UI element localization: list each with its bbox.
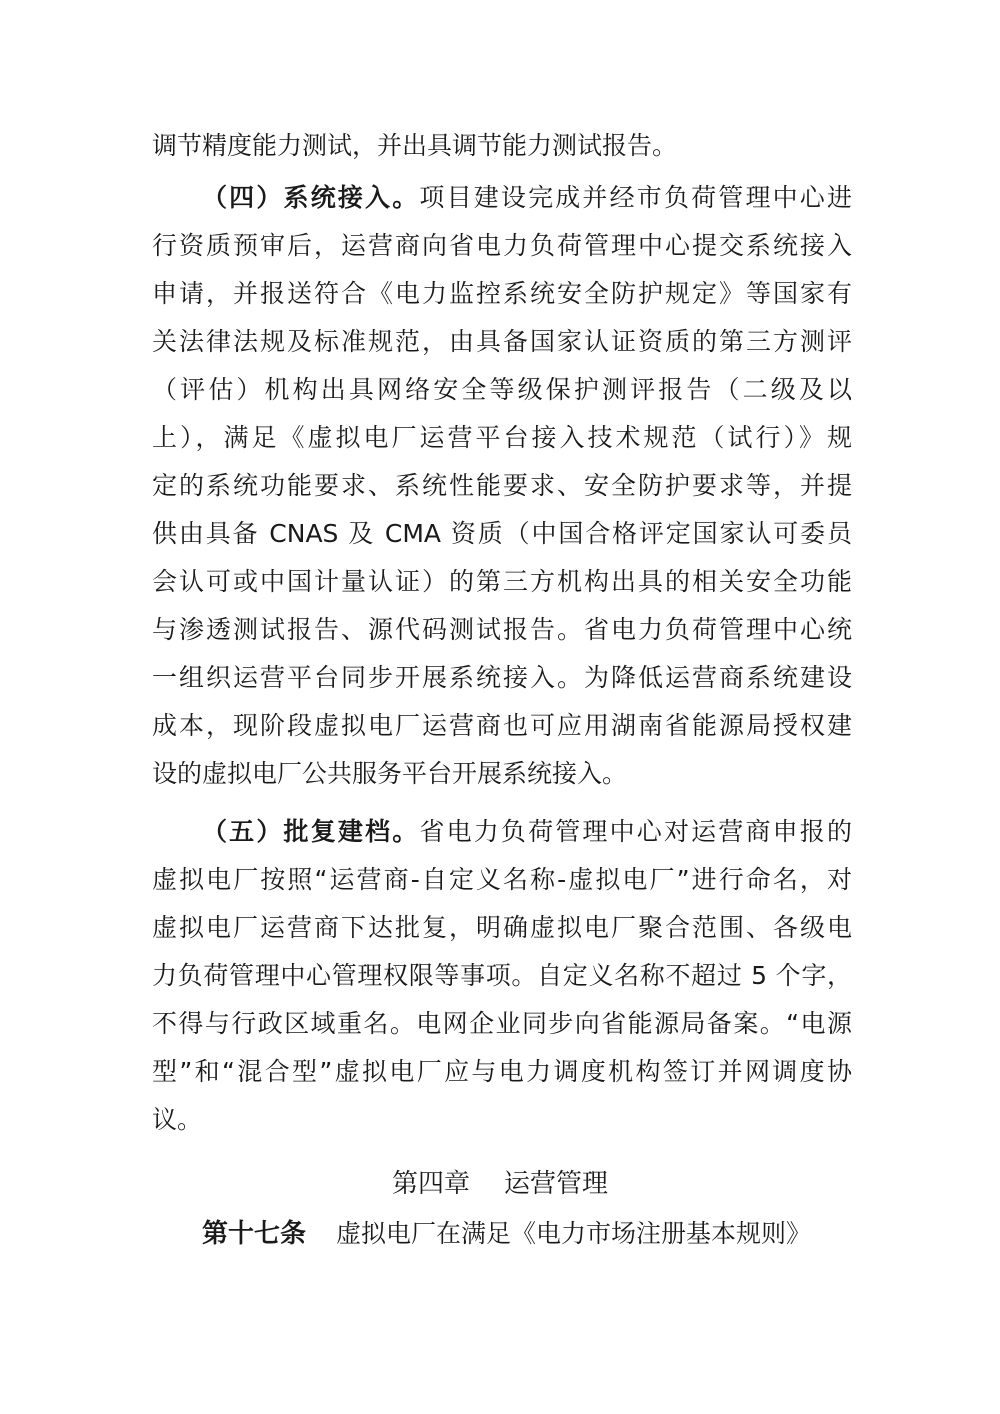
line-text: 不得与行政区域重名。电网企业同步向省能源局备案。“电源 — [152, 1009, 852, 1038]
paragraph-line — [152, 322, 852, 362]
paragraph-line — [152, 514, 852, 554]
paragraph-line — [152, 370, 852, 410]
line-text: 成本，现阶段虚拟电厂运营商也可应用湖南省能源局授权建 — [152, 711, 852, 740]
line-text: 议。 — [152, 1105, 203, 1134]
paragraph-line — [152, 956, 852, 996]
section-heading-line — [202, 812, 852, 852]
line-text: 关法律法规及标准规范，由具备国家认证资质的第三方测评 — [152, 327, 852, 356]
section-heading-line — [202, 178, 852, 218]
article-line — [202, 1212, 852, 1256]
article-number: 第十七条 — [202, 1219, 307, 1249]
section-4-heading: （四）系统接入。 — [202, 183, 420, 212]
paragraph-line — [152, 1100, 852, 1140]
line-text: 定的系统功能要求、系统性能要求、安全防护要求等，并提 — [152, 471, 852, 500]
paragraph-line — [152, 274, 852, 314]
chapter-title: 运营管理 — [504, 1169, 609, 1199]
paragraph-line — [152, 754, 852, 794]
line-text: 与渗透测试报告、源代码测试报告。省电力负荷管理中心统 — [152, 615, 852, 644]
paragraph-line — [152, 1052, 852, 1092]
line-text: 省电力负荷管理中心对运营商申报的 — [419, 817, 852, 846]
line-text: 项目建设完成并经市负荷管理中心进 — [419, 183, 852, 212]
line-text: 上），满足《虚拟电厂运营平台接入技术规范（试行）》规 — [152, 423, 852, 452]
paragraph-line — [152, 466, 852, 506]
line-text: 供由具备 CNAS 及 CMA 资质（中国合格评定国家认可委员 — [152, 519, 852, 548]
paragraph-line — [152, 126, 852, 166]
line-text: 申请，并报送符合《电力监控系统安全防护规定》等国家有 — [152, 279, 852, 308]
paragraph-line — [152, 562, 852, 602]
line-text: 一组织运营平台同步开展系统接入。为降低运营商系统建设 — [152, 663, 852, 692]
line-text: 行资质预审后，运营商向省电力负荷管理中心提交系统接入 — [152, 231, 852, 260]
chapter-number: 第四章 — [391, 1169, 470, 1199]
paragraph-line — [152, 610, 852, 650]
line-text: 虚拟电厂运营商下达批复，明确虚拟电厂聚合范围、各级电 — [152, 913, 852, 942]
paragraph-line — [152, 226, 852, 266]
paragraph-line — [152, 1004, 852, 1044]
line-text: 力负荷管理中心管理权限等事项。自定义名称不超过 5 个字， — [152, 961, 852, 990]
section-5-heading: （五）批复建档。 — [202, 817, 420, 846]
paragraph-line — [152, 706, 852, 746]
paragraph-line — [152, 860, 852, 900]
paragraph-line — [152, 418, 852, 458]
line-text: 虚拟电厂按照“运营商-自定义名称-虚拟电厂”进行命名，对 — [152, 865, 852, 894]
paragraph-line — [152, 658, 852, 698]
line-text: 调节精度能力测试，并出具调节能力测试报告。 — [152, 131, 678, 160]
line-text: 型”和“混合型”虚拟电厂应与电力调度机构签订并网调度协 — [152, 1057, 852, 1086]
article-text: 虚拟电厂在满足《电力市场注册基本规则》 — [336, 1219, 812, 1248]
line-text: 设的虚拟电厂公共服务平台开展系统接入。 — [152, 759, 628, 788]
paragraph-line — [152, 908, 852, 948]
line-text: 会认可或中国计量认证）的第三方机构出具的相关安全功能 — [152, 567, 852, 596]
chapter-heading — [0, 1162, 1000, 1206]
line-text: （评估）机构出具网络安全等级保护测评报告（二级及以 — [152, 375, 852, 404]
